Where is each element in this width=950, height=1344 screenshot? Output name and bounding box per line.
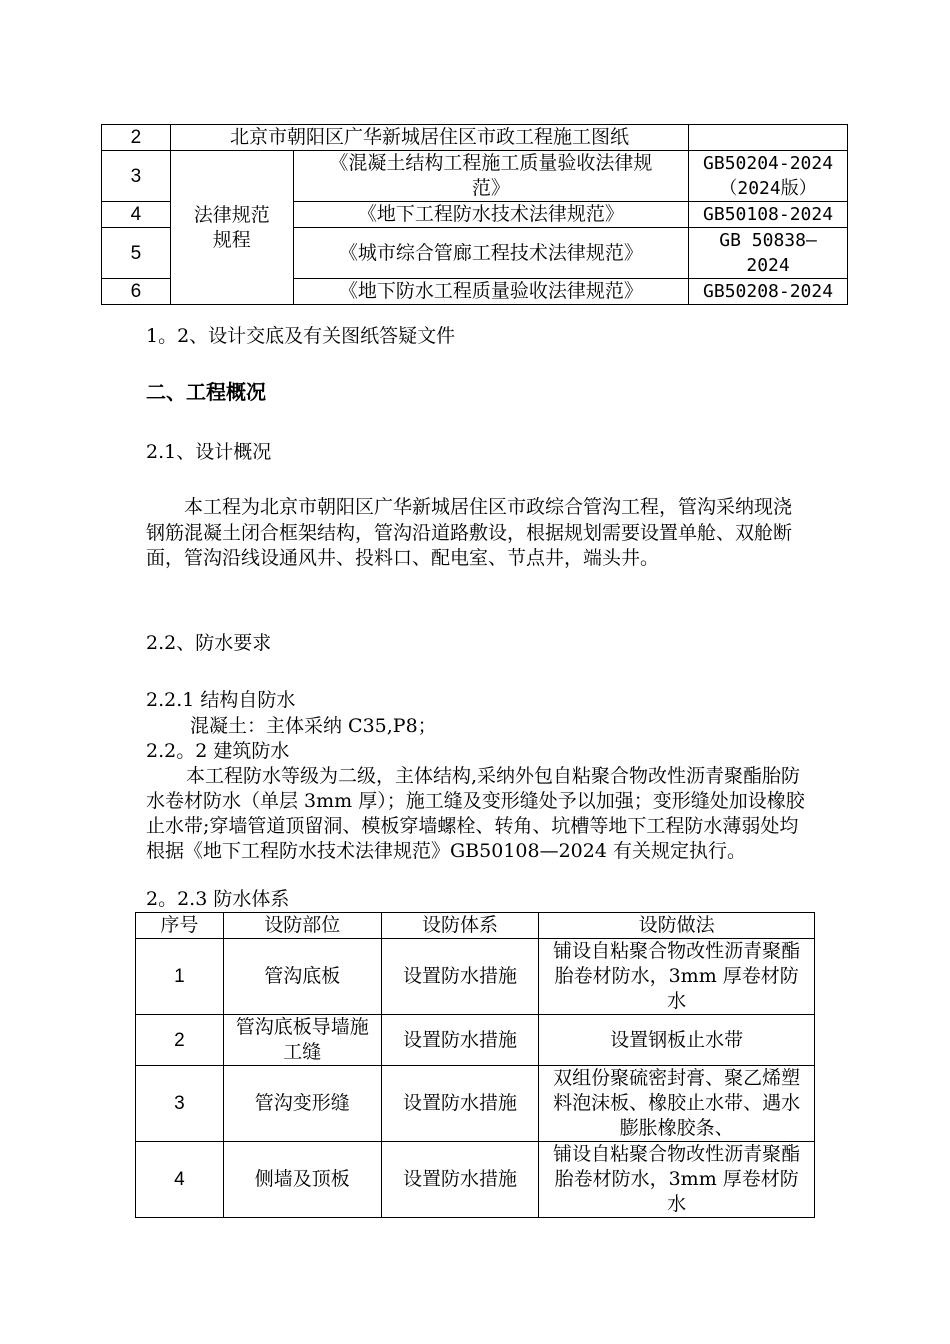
table-cell-code: GB50108-2024: [689, 202, 848, 228]
table-cell-no: 4: [136, 1142, 224, 1218]
design-overview-paragraph: 本工程为北京市朝阳区广华新城居住区市政综合管沟工程，管沟采纳现浇钢筋混凝土闭合框架结构，管沟沿道路敷设，根据规划需要设置单舱、双舱断面，管沟沿线设通风井、投料口、配电室、节点井，端头井。: [146, 496, 793, 569]
table-cell-name: 《地下工程防水技术法律规范》: [293, 202, 688, 228]
table-cell-part: 管沟底板导墙施工缝: [223, 1015, 381, 1066]
table-cell-system: 设置防水措施: [381, 1015, 539, 1066]
heading-2-2-2: 2.2。2 建筑防水: [146, 740, 290, 762]
table-cell-part: 侧墙及顶板: [223, 1142, 381, 1218]
standards-table: [101, 124, 848, 305]
table-cell-method: 设置钢板止水带: [539, 1015, 815, 1066]
table-cell-code: GB 50838—2024: [689, 228, 848, 279]
heading-2-2-3: 2。2.3 防水体系: [146, 888, 290, 910]
table-cell-name: 《地下防水工程质量验收法律规范》: [293, 279, 688, 305]
table-cell-no: 4: [102, 202, 171, 228]
table-cell-no: 2: [102, 125, 171, 151]
table-cell-name: 北京市朝阳区广华新城居住区市政工程施工图纸: [170, 125, 688, 151]
table-cell-part: 管沟变形缝: [223, 1066, 381, 1142]
table-cell-no: 6: [102, 279, 171, 305]
table-cell-no: 5: [102, 228, 171, 279]
waterproof-paragraph: 本工程防水等级为二级，主体结构,采纳外包自粘聚合物改性沥青聚酯胎防水卷材防水（单层 3mm 厚）；施工缝及变形缝处予以加强；变形缝处加设橡胶止水带;穿墙管道顶留洞、模板穿墙螺栓、转角、坑槽等地下工程防水薄弱处均根据《地下工程防水技术法律规范》GB50108—2024 有关规定执行。: [146, 765, 805, 862]
heading-2-2: 2.2、防水要求: [146, 632, 272, 654]
table-cell-no: 2: [136, 1015, 224, 1066]
table-header: 设防体系: [381, 913, 539, 939]
waterproof-system-table: [135, 912, 815, 1218]
table-group-label: 法律规范规程: [170, 151, 293, 305]
table-cell-method: 铺设自粘聚合物改性沥青聚酯胎卷材防水，3mm 厚卷材防水: [539, 939, 815, 1015]
table-cell-name: 《混凝土结构工程施工质量验收法律规范》: [293, 151, 688, 202]
heading-2-1: 2.1、设计概况: [146, 441, 272, 463]
table-cell-no: 3: [136, 1066, 224, 1142]
table-cell-system: 设置防水措施: [381, 939, 539, 1015]
table-cell-name: 《城市综合管廊工程技术法律规范》: [293, 228, 688, 279]
table-cell-no: 1: [136, 939, 224, 1015]
table-cell-code: GB50208-2024: [689, 279, 848, 305]
table-cell-no: 3: [102, 151, 171, 202]
table-cell-code: [689, 125, 848, 151]
table-header: 设防部位: [223, 913, 381, 939]
table-cell-method: 双组份聚硫密封膏、聚乙烯塑料泡沫板、橡胶止水带、遇水膨胀橡胶条、: [539, 1066, 815, 1142]
concrete-line: 混凝土：主体采纳 C35,P8；: [190, 715, 437, 737]
table-header: 序号: [136, 913, 224, 939]
para-1-2: 1。2、设计交底及有关图纸答疑文件: [146, 325, 456, 347]
heading-2-2-1: 2.2.1 结构自防水: [146, 689, 296, 711]
table-header: 设防做法: [539, 913, 815, 939]
table-cell-system: 设置防水措施: [381, 1066, 539, 1142]
table-cell-system: 设置防水措施: [381, 1142, 539, 1218]
table-cell-code: GB50204-2024（2024版）: [689, 151, 848, 202]
table-cell-part: 管沟底板: [223, 939, 381, 1015]
table-cell-method: 铺设自粘聚合物改性沥青聚酯胎卷材防水，3mm 厚卷材防水: [539, 1142, 815, 1218]
heading-2: 二、工程概况: [146, 380, 266, 404]
